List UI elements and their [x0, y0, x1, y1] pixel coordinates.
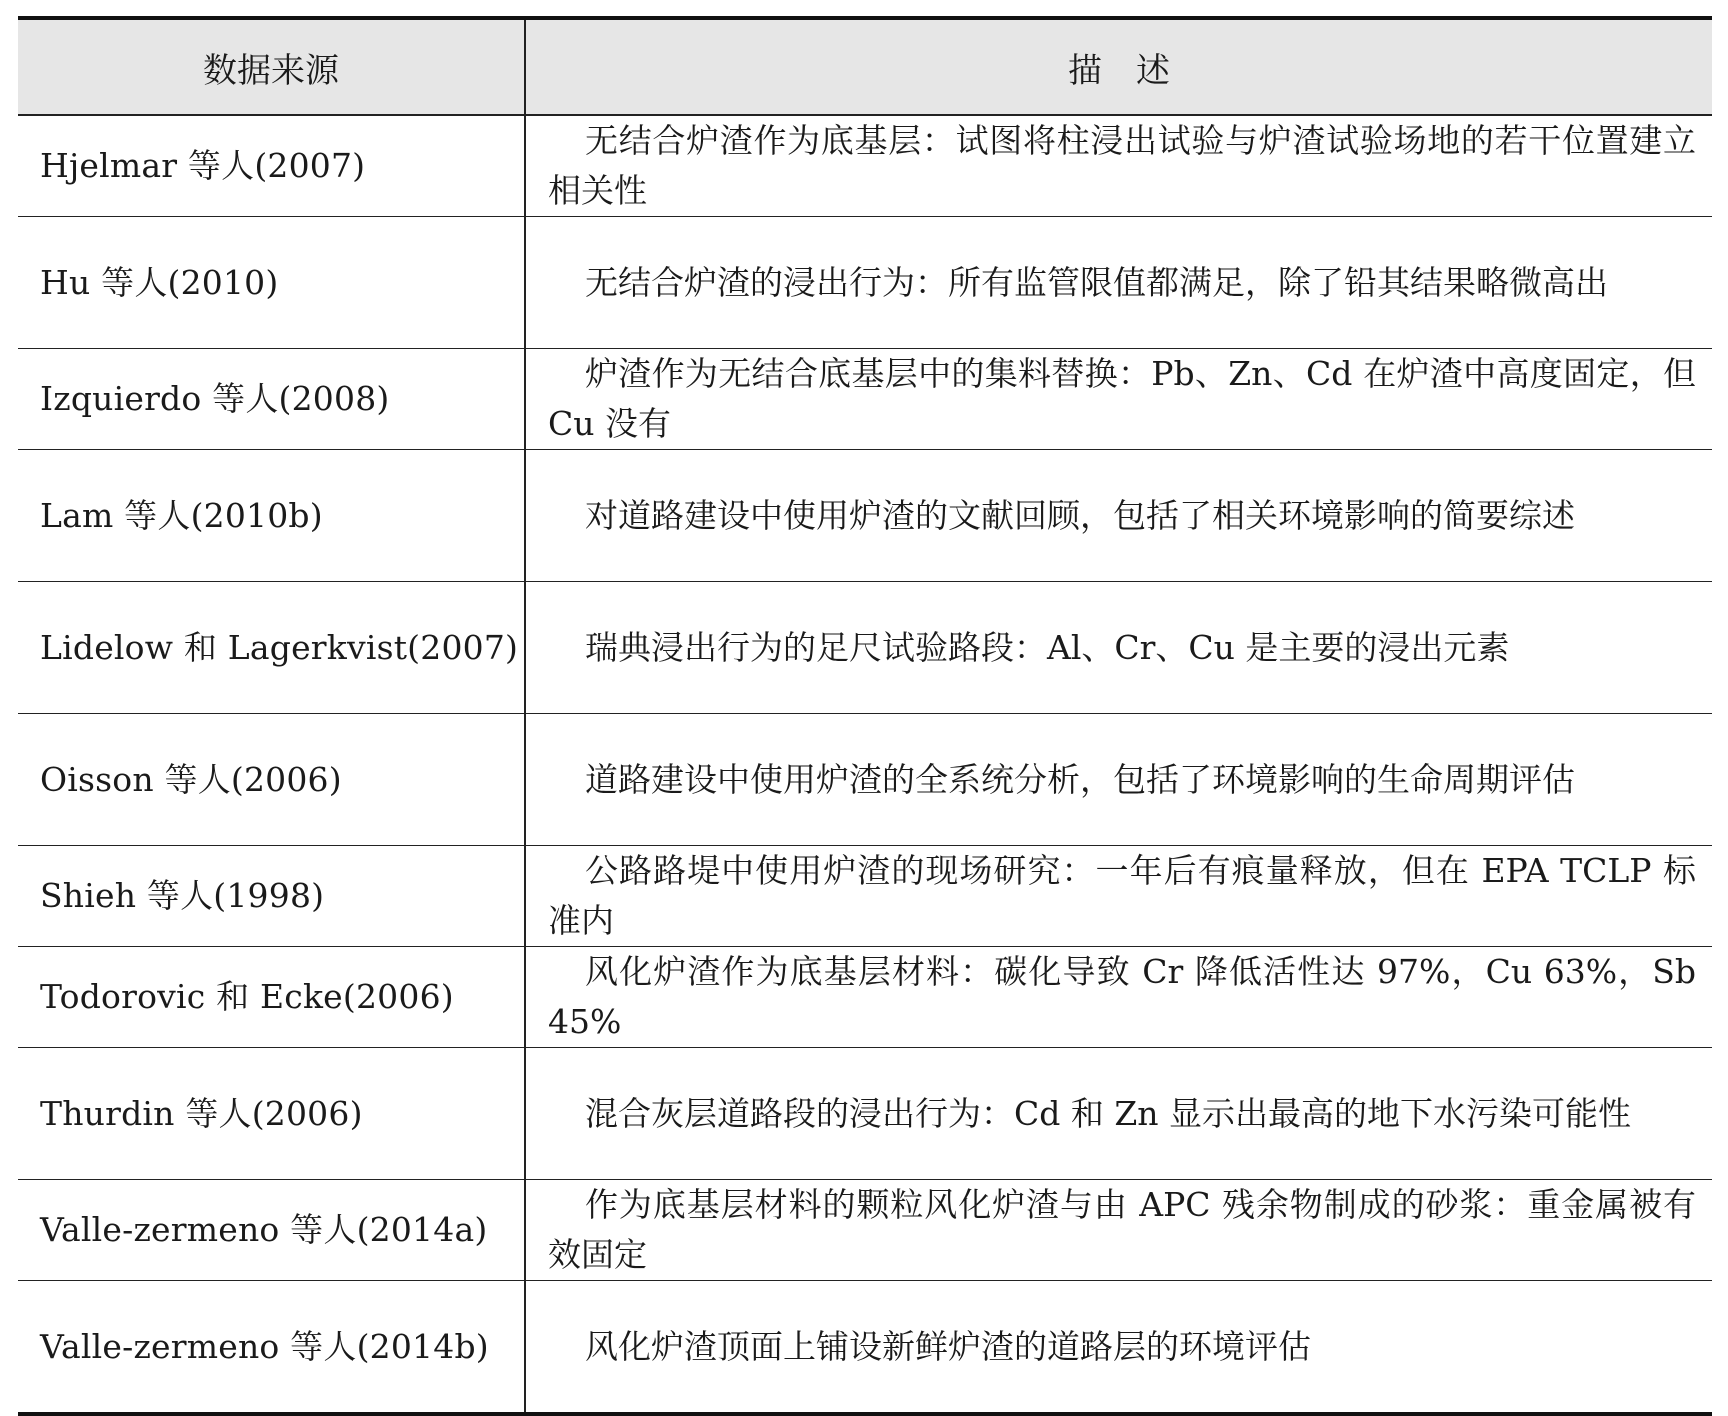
description-cell: 作为底基层材料的颗粒风化炉渣与由 APC 残余物制成的砂浆：重金属被有效固定 [525, 1180, 1712, 1281]
table-row [18, 217, 1712, 349]
source-cell: Hu 等人(2010) [18, 217, 525, 349]
header-row [18, 18, 1712, 115]
description-cell: 无结合炉渣作为底基层：试图将柱浸出试验与炉渣试验场地的若干位置建立相关性 [525, 115, 1712, 217]
description-cell: 公路路堤中使用炉渣的现场研究：一年后有痕量释放，但在 EPA TCLP 标准内 [525, 846, 1712, 947]
source-cell: Oisson 等人(2006) [18, 714, 525, 846]
description-cell: 无结合炉渣的浸出行为：所有监管限值都满足，除了铅其结果略微高出 [525, 217, 1712, 349]
description-cell: 风化炉渣顶面上铺设新鲜炉渣的道路层的环境评估 [585, 1326, 1311, 1366]
source-cell: Thurdin 等人(2006) [18, 1048, 525, 1180]
source-cell: Lam 等人(2010b) [18, 450, 525, 582]
description-cell: 混合灰层道路段的浸出行为：Cd 和 Zn 显示出最高的地下水污染可能性 [525, 1048, 1712, 1180]
header-source: 数据来源 [18, 18, 525, 115]
table-row [18, 349, 1712, 450]
description-cell: 道路建设中使用炉渣的全系统分析，包括了环境影响的生命周期评估 [525, 714, 1712, 846]
table-row [18, 1180, 1712, 1281]
table-row [18, 450, 1712, 582]
source-cell: Lidelow 和 Lagerkvist(2007) [18, 582, 525, 714]
table-row [18, 947, 1712, 1048]
table-row [18, 846, 1712, 947]
header-description: 描 述 [525, 18, 1712, 115]
table-row [18, 1281, 1712, 1415]
source-cell: Izquierdo 等人(2008) [18, 349, 525, 450]
description-cell: 炉渣作为无结合底基层中的集料替换：Pb、Zn、Cd 在炉渣中高度固定，但 Cu 没有 [525, 349, 1712, 450]
table-row [18, 582, 1712, 714]
source-cell: Valle-zermeno 等人(2014a) [18, 1180, 525, 1281]
table-row [18, 1048, 1712, 1180]
source-cell: Hjelmar 等人(2007) [18, 115, 525, 217]
source-cell: Valle-zermeno 等人(2014b) [18, 1281, 525, 1415]
description-cell: 对道路建设中使用炉渣的文献回顾，包括了相关环境影响的简要综述 [525, 450, 1712, 582]
data-source-table [18, 16, 1712, 1416]
source-cell: Todorovic 和 Ecke(2006) [18, 947, 525, 1048]
source-cell: Shieh 等人(1998) [18, 846, 525, 947]
table-row [18, 714, 1712, 846]
description-cell: 风化炉渣作为底基层材料：碳化导致 Cr 降低活性达 97%，Cu 63%，Sb 45% [525, 947, 1712, 1048]
table-row [18, 115, 1712, 217]
description-cell: 瑞典浸出行为的足尺试验路段：Al、Cr、Cu 是主要的浸出元素 [525, 582, 1712, 714]
